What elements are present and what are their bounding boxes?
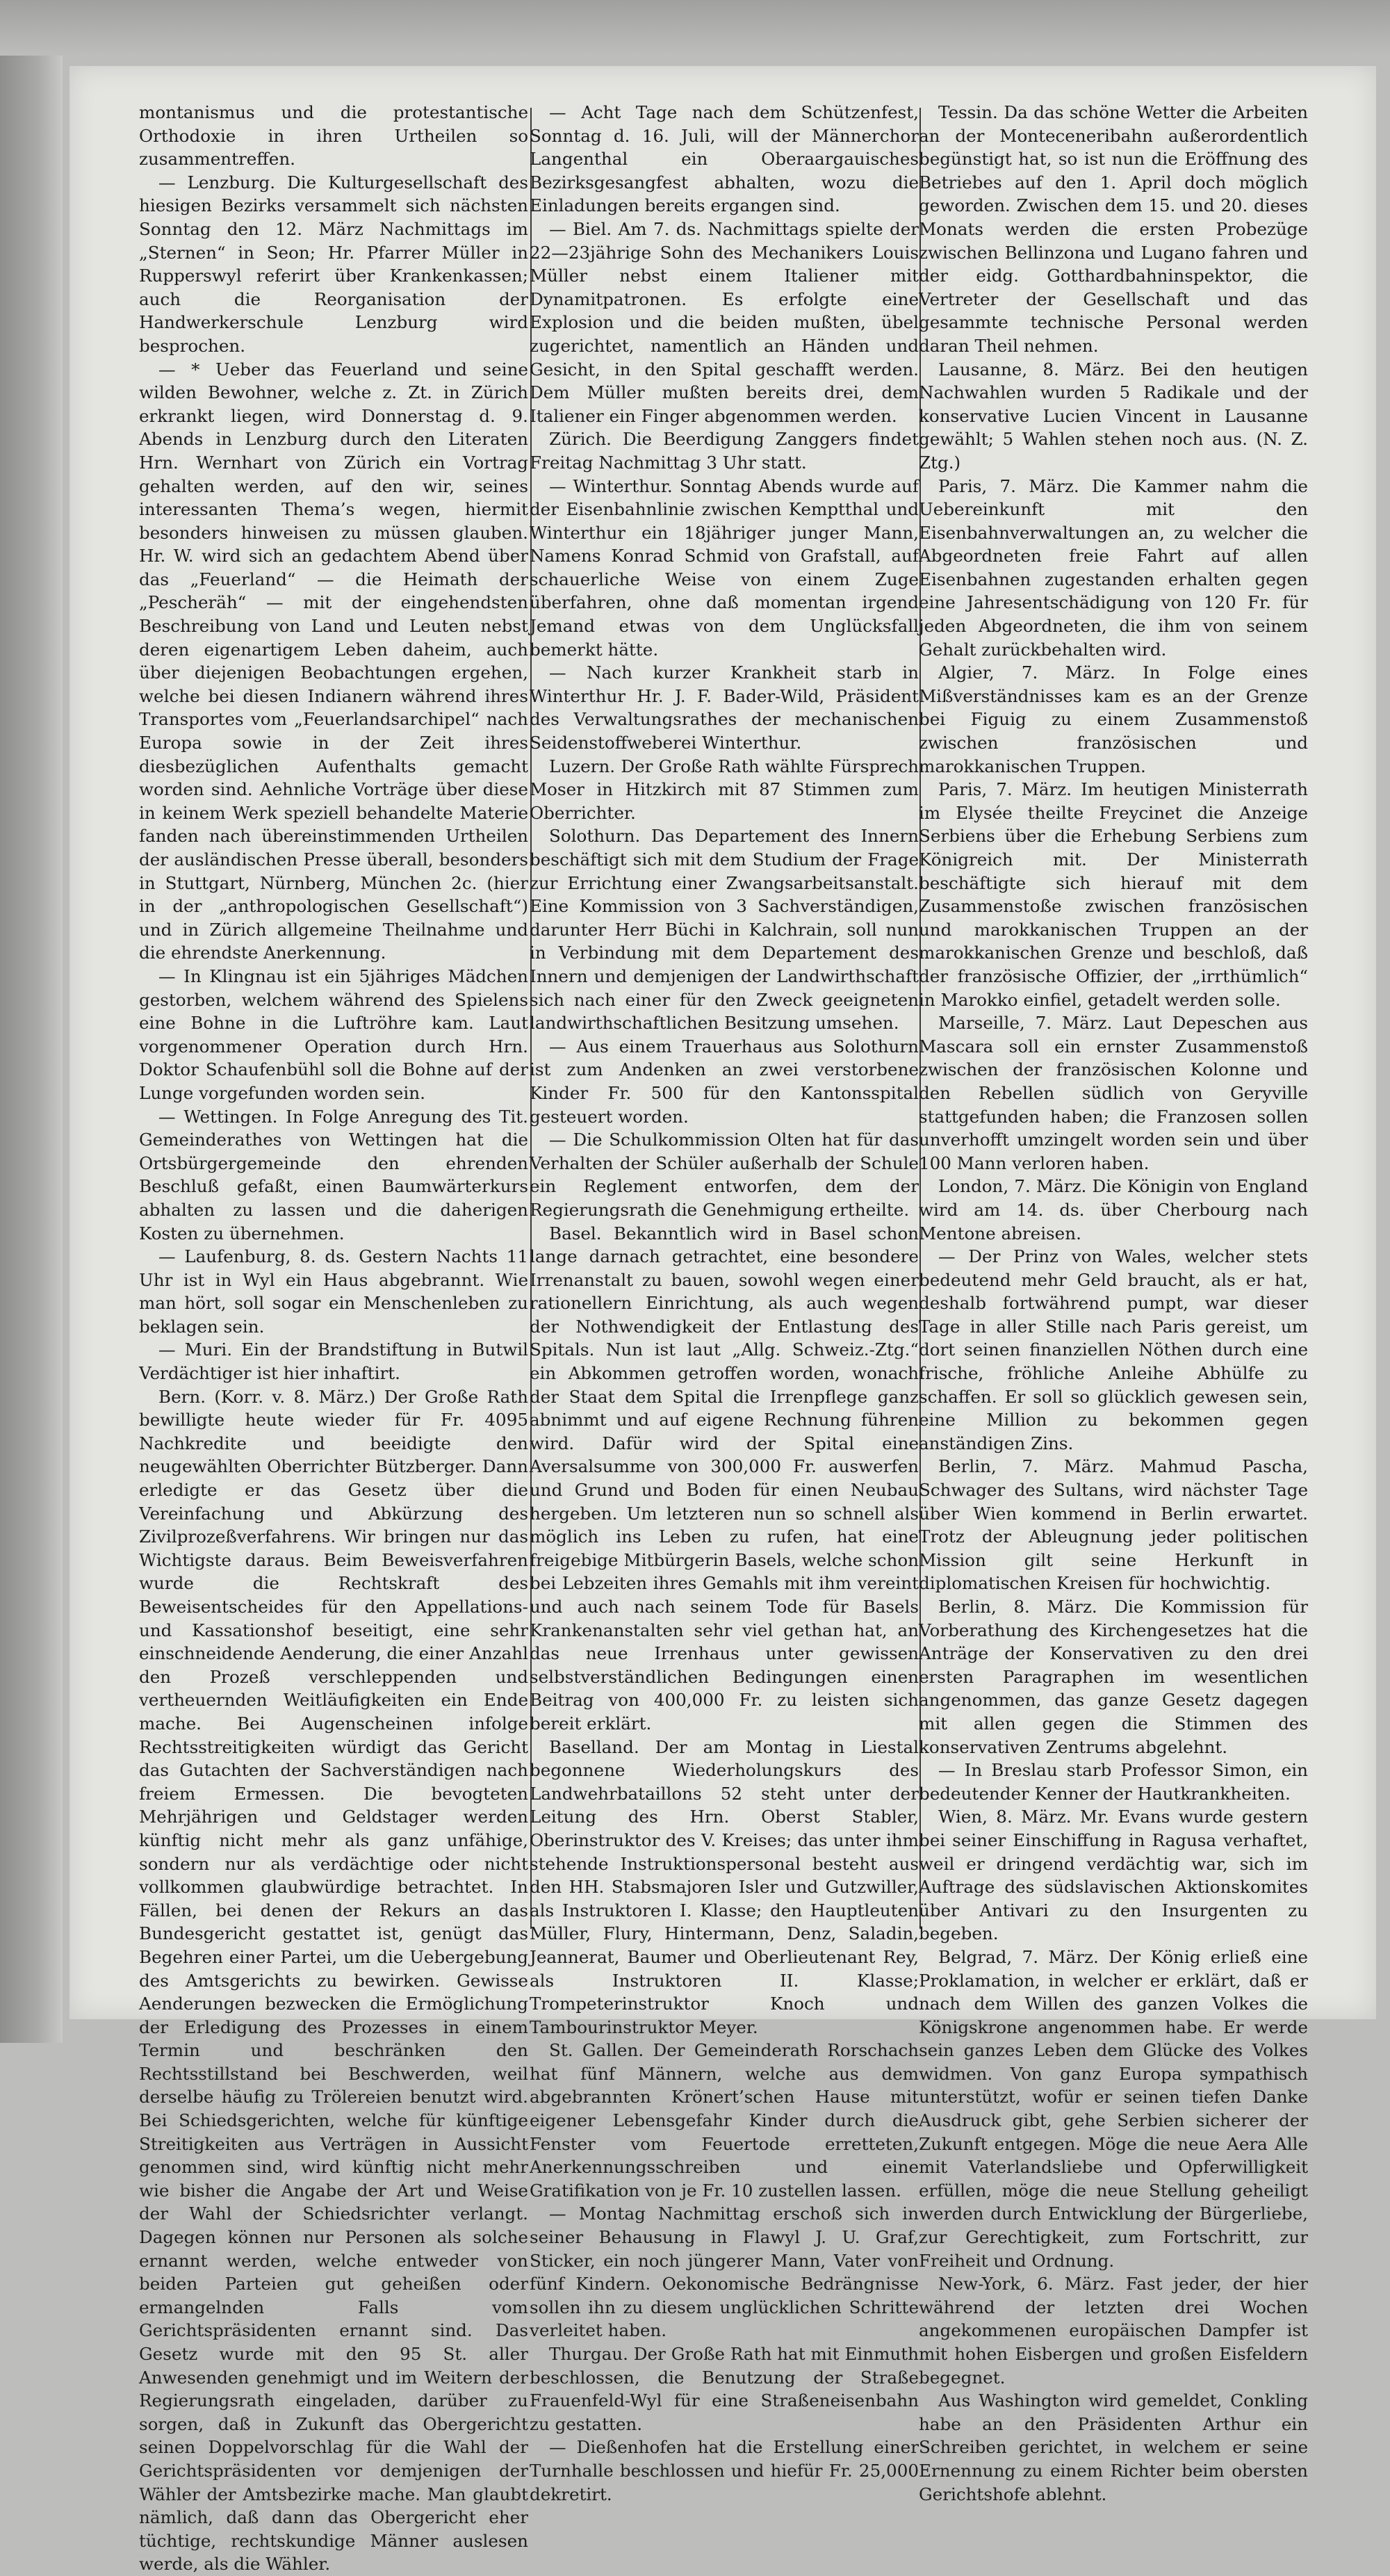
article-paragraph: — In Klingnau ist ein 5jähriges Mädchen gestorben, welchem während des Spielens eine Bohne in die Luftröhre kam. Laut vorgenommener Operation durch Hrn. Doktor Schaufenbühl soll die Bohne auf der Lunge vorgefunden worden sein. (139, 965, 528, 1103)
article-paragraph: Aus Washington wird gemeldet, Conkling habe an den Präsidenten Arthur ein Schreiben gerichtet, in welchem er seine Ernennung zu einem Richter beim obersten Gerichtshofe ablehnt. (919, 2390, 1308, 2504)
article-paragraph: St. Gallen. Der Gemeinderath Rorschach hat fünf Männern, welche aus dem abgebrannten Krönert’schen Hause mit eigener Lebensgefahr Kinder durch die Fenster vom Feuertode erretteten, Anerkennungsschreiben und eine Gratifikation von je Fr. 10 zustellen lassen. (530, 2040, 919, 2201)
article-paragraph: — Acht Tage nach dem Schützenfest, Sonntag d. 16. Juli, will der Männerchor Langenthal ein Oberaargauisches Bezirksgesangfest abhalten, wozu die Einladungen bereits ergangen sind. (530, 102, 919, 216)
scan-border-top (0, 0, 1390, 56)
article-paragraph: — Muri. Ein der Brandstiftung in Butwil Verdächtiger ist hier inhaftirt. (139, 1339, 528, 1384)
article-paragraph: Luzern. Der Große Rath wählte Fürsprech Moser in Hitzkirch mit 87 Stimmen zum Oberrichter. (530, 756, 919, 823)
column-left (139, 101, 528, 2575)
article-paragraph: Basel. Bekanntlich wird in Basel schon lange darnach getrachtet, eine besondere Irrenanstalt zu bauen, sowohl wegen einer rationellern Einrichtung, als auch wegen der Nothwendigkeit der Entlastung des Spitals. Nun ist laut „Allg. Schweiz.-Ztg.“ ein Abkommen getroffen worden, wonach der Staat dem Spital die Irrenpflege ganz abnimmt und auf eigene Rechnung führen wird. Dafür wird der Spital eine Aversalsumme von 300,000 Fr. auswerfen und Grund und Boden für einen Neubau hergeben. Um letzteren nun so schnell als möglich ins Leben zu rufen, hat eine freigebige Mitbürgerin Basels, welche schon bei Lebzeiten ihres Gemahls mit ihm vereint und auch nach seinem Tode für Basels Krankenanstalten sehr viel gethan hat, an das neue Irrenhaus unter gewissen selbstverständlichen Bedingungen einen Beitrag von 400,000 Fr. zu leisten sich bereit erklärt. (530, 1223, 919, 1734)
article-paragraph: — Der Prinz von Wales, welcher stets bedeutend mehr Geld braucht, als er hat, deshalb fortwährend pumpt, war dieser Tage in aller Stille nach Paris gereist, um dort seinen finanziellen Nöthen durch eine frische, fröhliche Anleihe Abhülfe zu schaffen. Er soll so glücklich gewesen sein, eine Million zu bekommen gegen anständigen Zins. (919, 1246, 1308, 1453)
article-paragraph: — Montag Nachmittag erschoß sich in seiner Behausung in Flawyl J. U. Graf, Sticker, ein noch jüngerer Mann, Vater von fünf Kindern. Oekonomische Bedrängnisse sollen ihn zu diesem unglücklichen Schritte verleitet haben. (530, 2203, 919, 2341)
article-paragraph: Paris, 7. März. Die Kammer nahm die Uebereinkunft mit den Eisenbahnverwaltungen an, zu welcher die Abgeordneten freie Fahrt auf allen Eisenbahnen zugestanden erhalten gegen eine Jahresentschädigung von 120 Fr. für jeden Abgeordneten, die ihm von seinem Gehalt zurückbehalten wird. (919, 475, 1308, 660)
article-paragraph: Marseille, 7. März. Laut Depeschen aus Mascara soll ein ernster Zusammenstoß zwischen der französischen Kolonne und den Rebellen südlich von Geryville stattgefunden haben; die Franzosen sollen unverhofft umzingelt worden sein und über 100 Mann verloren haben. (919, 1013, 1308, 1173)
article-paragraph: Berlin, 8. März. Die Kommission für Vorberathung des Kirchengesetzes hat die Anträge der Konservativen zu den drei ersten Paragraphen im wesentlichen angenommen, das ganze Gesetz dagegen mit allen gegen die Stimmen des konservativen Zentrums abgelehnt. (919, 1597, 1308, 1757)
article-paragraph: — Wettingen. In Folge Anregung des Tit. Gemeinderathes von Wettingen hat die Ortsbürgergemeinde den ehrenden Beschluß gefaßt, einen Baumwärterkurs abhalten zu lassen und die daherigen Kosten zu übernehmen. (139, 1106, 528, 1244)
article-paragraph: — Aus einem Trauerhaus aus Solothurn ist zum Andenken an zwei verstorbene Kinder Fr. 500 für den Kantonsspital gesteuert worden. (530, 1036, 919, 1127)
article-paragraph: montanismus und die protestantische Orthodoxie in ihren Urtheilen so zusammentreffen. (139, 102, 528, 170)
article-paragraph: Bern. (Korr. v. 8. März.) Der Große Rath bewilligte heute wieder für Fr. 4095 Nachkredite und beeidigte den neugewählten Oberrichter Bützberger. Dann erledigte er das Gesetz über die Vereinfachung und Abkürzung des Zivilprozeßverfahrens. Wir bringen nur das Wichtigste daraus. Beim Beweisverfahren wurde die Rechtskraft des Beweisentscheides für den Appellations- und Kassationshof beseitigt, eine sehr einschneidende Aenderung, die einer Anzahl den Prozeß verschleppenden und vertheuernden Weitläufigkeiten ein Ende mache. Bei Augenscheinen infolge Rechtsstreitigkeiten würdigt das Gericht das Gutachten der Sachverständigen nach freiem Ermessen. Die bevogteten Mehrjährigen und Geldstager werden künftig nicht mehr als ganz unfähige, sondern nur als verdächtige oder nicht vollkommen glaubwürdige betrachtet. In Fällen, bei denen der Rekurs an das Bundesgericht gestattet ist, genügt das Begehren einer Partei, um die Uebergebung des Amtsgerichts zu bewirken. Gewisse Aenderungen bezwecken die Ermöglichung der Erledigung des Prozesses in einem Termin und beschränken den Rechtsstillstand bei Beschwerden, weil derselbe häufig zu Trölereien benutzt wird. Bei Schiedsgerichten, welche für künftige Streitigkeiten aus Verträgen in Aussicht genommen sind, wird künftig nicht mehr wie bisher die Angabe der Art und Weise der Wahl der Schiedsrichter verlangt. Dagegen können nur Personen als solche ernannt werden, welche entweder von beiden Parteien gut geheißen oder ermangelnden Falls vom Gerichtspräsidenten ernannt sind. Das Gesetz wurde mit den 95 St. aller Anwesenden genehmigt und im Weitern der Regierungsrath eingeladen, darüber zu sorgen, daß in Zukunft das Obergericht seinen Doppelvorschlag für die Wahl der Gerichtspräsidenten vor demjenigen der Wähler der Amtsbezirke mache. Man glaubt nämlich, daß dann das Obergericht eher tüchtige, rechtskundige Männer auslesen werde, als die Wähler. (139, 1386, 528, 2575)
article-paragraph: Lausanne, 8. März. Bei den heutigen Nachwahlen wurden 5 Radikale und der konservative Lucien Vincent in Lausanne gewählt; 5 Wahlen stehen noch aus. (N. Z. Ztg.) (919, 359, 1308, 473)
article-paragraph: Wien, 8. März. Mr. Evans wurde gestern bei seiner Einschiffung in Ragusa verhaftet, weil er dringend verdächtig war, sich im Auftrage des südslavischen Aktionskomites über Antivari zu den Insurgenten zu begeben. (919, 1807, 1308, 1944)
article-paragraph: Belgrad, 7. März. Der König erließ eine Proklamation, in welcher er erklärt, daß er nach dem Willen des ganzen Volkes die Königskrone angenommen habe. Er werde sein ganzes Leben dem Glücke des Volkes widmen. Von ganz Europa sympathisch unterstützt, wofür er seinen tiefen Danke Ausdruck gibt, gehe Serbien sicherer der Zukunft entgegen. Möge die neue Aera Alle mit Vaterlandsliebe und Opferwilligkeit erfüllen, möge die neue Stellung geheiligt werden durch Entwicklung der Bürgerliebe, zur Gerechtigkeit, zum Fortschritt, zur Freiheit und Ordnung. (919, 1946, 1308, 2271)
article-paragraph: Algier, 7. März. In Folge eines Mißverständnisses kam es an der Grenze bei Figuig zu einem Zusammenstoß zwischen französischen und marokkanischen Truppen. (919, 662, 1308, 776)
column-right (919, 101, 1308, 2504)
article-paragraph: — Die Schulkommission Olten hat für das Verhalten der Schüler außerhalb der Schule ein Reglement entworfen, dem der Regierungsrath die Genehmigung ertheilte. (530, 1130, 919, 1220)
article-paragraph: New-York, 6. März. Fast jeder, der hier während der letzten drei Wochen angekommenen europäischen Dampfer ist mit hohen Eisbergen und großen Eisfeldern begegnet. (919, 2274, 1308, 2388)
newspaper-page (70, 66, 1376, 2575)
article-paragraph: — Biel. Am 7. ds. Nachmittags spielte der 22—23jährige Sohn des Mechanikers Louis Müller nebst einem Italiener mit Dynamitpatronen. Es erfolgte eine Explosion und die beiden mußten, übel zugerichtet, namentlich an Händen und Gesicht, in den Spital geschafft werden. Dem Müller mußten bereits drei, dem Italiener ein Finger abgenommen werden. (530, 218, 919, 426)
article-paragraph: — Dießenhofen hat die Erstellung einer Turnhalle beschlossen und hiefür Fr. 25,000 dekretirt. (530, 2437, 919, 2504)
article-paragraph: Tessin. Da das schöne Wetter die Arbeiten an der Monteceneribahn außerordentlich begünstigt hat, so ist nun die Eröffnung des Betriebes auf den 1. April doch möglich geworden. Zwischen dem 15. und 20. dieses Monats werden die ersten Probezüge zwischen Bellinzona und Lugano fahren und der eidg. Gotthardbahninspektor, die Vertreter der Gesellschaft und das gesammte technische Personal werden daran Theil nehmen. (919, 102, 1308, 356)
article-paragraph: Zürich. Die Beerdigung Zanggers findet Freitag Nachmittag 3 Uhr statt. (530, 429, 919, 473)
article-paragraph: — In Breslau starb Professor Simon, ein bedeutender Kenner der Hautkrankheiten. (919, 1760, 1308, 1804)
article-paragraph: — Lenzburg. Die Kulturgesellschaft des hiesigen Bezirks versammelt sich nächsten Sonntag den 12. März Nachmittags im „Sternen“ in Seon; Hr. Pfarrer Müller in Rupperswyl referirt über Krankenkassen; auch die Reorganisation der Handwerkerschule Lenzburg wird besprochen. (139, 172, 528, 356)
article-paragraph: — * Ueber das Feuerland und seine wilden Bewohner, welche z. Zt. in Zürich erkrankt liegen, wird Donnerstag d. 9. Abends in Lenzburg durch den Literaten Hrn. Wernhart von Zürich ein Vortrag gehalten werden, auf den wir, seines interessanten Thema’s wegen, hiermit besonders hinweisen zu müssen glauben. Hr. W. wird sich an gedachtem Abend über das „Feuerland“ — die Heimath der „Pescheräh“ — mit der eingehendsten Beschreibung von Land und Leuten nebst deren eigenartigem Leben daheim, auch über diejenigen Beobachtungen ergehen, welche bei diesen Indianern während ihres Transportes vom „Feuerlandsarchipel“ nach Europa sowie in der Zeit ihres diesbezüglichen Aufenthalts gemacht worden sind. Aehnliche Vorträge über diese in keinem Werk speziell behandelte Materie fanden nach übereinstimmenden Urtheilen der ausländischen Presse überall, besonders in Stuttgart, Nürnberg, München 2c. (hier in der „anthropologischen Gesellschaft“) und in Zürich allgemeine Theilnahme und die ehrendste Anerkennung. (139, 359, 528, 963)
article-paragraph: — Winterthur. Sonntag Abends wurde auf der Eisenbahnlinie zwischen Kemptthal und Winterthur ein 18jähriger junger Mann, Namens Konrad Schmid von Grafstall, auf schauerliche Weise von einem Zuge überfahren, ohne daß momentan irgend Jemand etwas von dem Unglücksfall bemerkt hätte. (530, 475, 919, 660)
article-paragraph: Baselland. Der am Montag in Liestal begonnene Wiederholungskurs des Landwehrbataillons 52 steht unter der Leitung des Hrn. Oberst Stabler, Oberinstruktor des V. Kreises; das unter ihm stehende Instruktionspersonal besteht aus den HH. Stabsmajoren Isler und Gutzwiller, als Instruktoren I. Klasse; den Hauptleuten Müller, Flury, Hintermann, Denz, Saladin, Jeannerat, Baumer und Oberlieutenant Rey, als Instruktoren II. Klasse; Trompeterinstruktor Knoch und Tambourinstruktor Meyer. (530, 1736, 919, 2037)
article-paragraph: — Nach kurzer Krankheit starb in Winterthur Hr. J. F. Bader-Wild, Präsident des Verwaltungsrathes der mechanischen Seidenstoffweberei Winterthur. (530, 662, 919, 753)
article-paragraph: Thurgau. Der Große Rath hat mit Einmuth beschlossen, die Benutzung der Straße Frauenfeld-Wyl für eine Straßeneisenbahn zu gestatten. (530, 2344, 919, 2434)
article-paragraph: — Laufenburg, 8. ds. Gestern Nachts 11 Uhr ist in Wyl ein Haus abgebrannt. Wie man hört, soll sogar ein Menschenleben zu beklagen sein. (139, 1246, 528, 1337)
column-middle (530, 101, 919, 2504)
article-paragraph: Berlin, 7. März. Mahmud Pascha, Schwager des Sultans, wird nächster Tage über Wien kommend in Berlin erwartet. Trotz der Ableugnung jeder politischen Mission gilt seine Herkunft in diplomatischen Kreisen für hochwichtig. (919, 1456, 1308, 1594)
article-paragraph: Paris, 7. März. Im heutigen Ministerrath im Elysée theilte Freycinet die Anzeige Serbiens über die Erhebung Serbiens zum Königreich mit. Der Ministerrath beschäftigte sich hierauf mit dem Zusammenstoße zwischen französischen und marokkanischen Truppen an der marokkanischen Grenze und beschloß, daß der französische Offizier, der „irrthümlich“ in Marokko einfiel, getadelt werden solle. (919, 779, 1308, 1010)
scan-border-left (0, 0, 63, 2043)
article-paragraph: Solothurn. Das Departement des Innern beschäftigt sich mit dem Studium der Frage zur Errichtung einer Zwangsarbeitsanstalt. Eine Kommission von 3 Sachverständigen, darunter Herr Büchi in Kalchrain, soll nun in Verbindung mit dem Departement des Innern und demjenigen der Landwirthschaft sich nach einer für den Zweck geeigneten landwirthschaftlichen Besitzung umsehen. (530, 826, 919, 1034)
article-paragraph: London, 7. März. Die Königin von England wird am 14. ds. über Cherbourg nach Mentone abreisen. (919, 1176, 1308, 1244)
